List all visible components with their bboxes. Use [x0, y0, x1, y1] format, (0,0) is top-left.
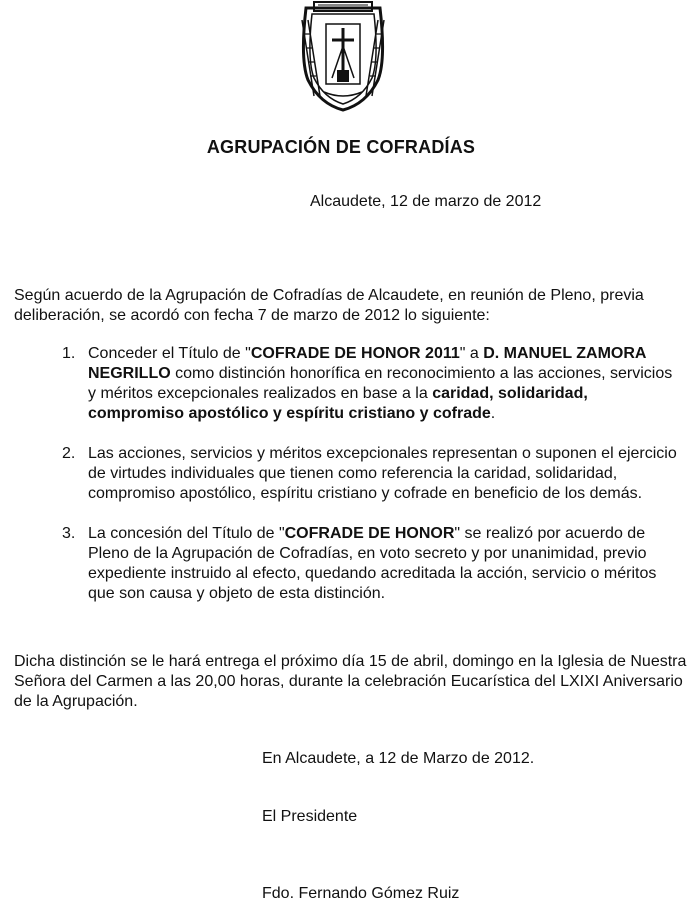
- signature-role: El Presidente: [262, 808, 358, 825]
- header-place-date: Alcaudete, 12 de marzo de 2012: [310, 193, 542, 210]
- item-bold-virtues: caridad, solidaridad, compromiso apostólico y espíritu cristiano y cofrade: [88, 385, 588, 422]
- list-item-number: 3.: [62, 525, 76, 542]
- item-text: " se realizó por acuerdo de Pleno de la Agrupación de Cofradías, en voto secreto y por unanimidad, previo expediente instruido al efecto, quedando acreditada la acción, servicio o méritos que son causa y objeto de esta distinción.: [88, 525, 657, 602]
- item-text: La concesión del Título de ": [88, 525, 285, 542]
- item-text: Conceder el Título de ": [88, 345, 251, 362]
- item-text: Las acciones, servicios y méritos excepcionales representan o suponen el ejercicio de virtudes individuales que tienen como referencia la caridad, solidaridad, compromiso apostólico, espíritu cristiano y cofrade en beneficio de los demás.: [88, 445, 677, 502]
- closing-paragraph: Dicha distinción se le hará entrega el próximo día 15 de abril, domingo en la Iglesia de Nuestra Señora del Carmen a las 20,00 horas, durante la celebración Eucarística del LXIXI Aniversario de la Agrupación.: [14, 653, 687, 710]
- signature-place-date: En Alcaudete, a 12 de Marzo de 2012.: [262, 750, 535, 767]
- item-bold-title: COFRADE DE HONOR 2011: [250, 345, 460, 362]
- item-bold-title: COFRADE DE HONOR: [284, 525, 455, 542]
- list-item: [62, 344, 678, 424]
- list-item-number: 1.: [62, 345, 76, 362]
- item-bold-name: D. MANUEL ZAMORA NEGRILLO: [88, 345, 646, 382]
- list-item-number: 2.: [62, 445, 76, 462]
- agreement-list: [62, 344, 678, 624]
- list-item: [62, 444, 678, 504]
- intro-paragraph: Según acuerdo de la Agrupación de Cofradías de Alcaudete, en reunión de Pleno, previa deliberación, se acordó con fecha 7 de marzo de 2012 lo siguiente:: [14, 287, 644, 324]
- item-text: .: [490, 405, 496, 422]
- cofradia-seal-logo: [288, 0, 398, 112]
- signature-name: Fdo. Fernando Gómez Ruiz: [262, 885, 460, 902]
- seal-emblem: [288, 0, 398, 112]
- document-title: AGRUPACIÓN DE COFRADÍAS: [206, 137, 476, 157]
- item-text: " a: [459, 345, 484, 362]
- item-text: como distinción honorífica en reconocimiento a las acciones, servicios y méritos excepcionales realizados en base a la: [88, 365, 673, 402]
- list-item: [62, 524, 678, 604]
